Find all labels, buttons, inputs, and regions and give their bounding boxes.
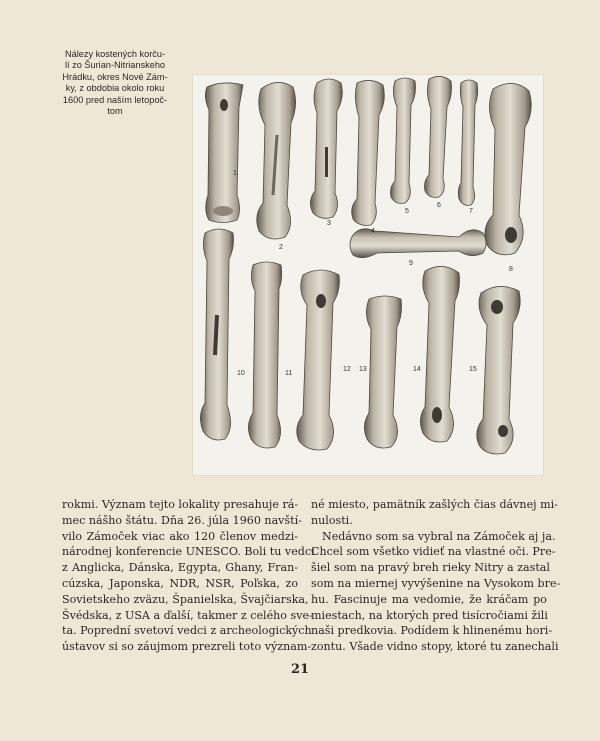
page-number: 21 — [290, 662, 310, 677]
text-column-right — [311, 497, 561, 655]
text-line: hu. Fascinuje ma vedomie, že kráčam po — [311, 592, 547, 606]
caption-line: ky, z obdobia okolo roku — [65, 83, 165, 94]
text-line: ústavov si so záujmom prezreli toto význam- — [62, 640, 312, 654]
text-line: cúzska, Japonska, NDR, NSR, Poľska, zo — [62, 576, 298, 590]
bone-7 — [458, 80, 477, 205]
caption-line: 1600 pred naším letopoč- — [62, 94, 168, 105]
bone-number-1: 1 — [233, 170, 237, 177]
bone-14 — [420, 266, 459, 442]
bone-number-5: 5 — [405, 208, 409, 215]
text-line: mec nášho štátu. Dňa 26. júla 1960 navští- — [62, 513, 302, 527]
text-line: národnej konferencie UNESCO. Boli tu vedci — [62, 545, 315, 559]
bone-15 — [477, 286, 520, 454]
bone-number-7: 7 — [469, 208, 473, 215]
text-line: ta. Poprední svetoví vedci z archeologických — [62, 624, 312, 638]
bone-5 — [391, 78, 416, 203]
caption-line: Nálezy kostených korču- — [64, 49, 166, 59]
text-line: Chcel som všetko vidieť na vlastné oči. Pre- — [311, 545, 556, 559]
bone-skates-illustration — [193, 75, 543, 475]
bone-13 — [364, 296, 401, 448]
text-line: né miesto, pamätník zašlých čias dávnej mi- — [311, 498, 558, 511]
bone-number-4: 4 — [371, 228, 375, 235]
text-line: nulosti. — [311, 513, 353, 527]
bone-number-15: 15 — [469, 366, 477, 373]
bone-number-9: 9 — [409, 260, 413, 267]
bone-12 — [297, 270, 340, 450]
bone-skates-photo — [193, 75, 543, 475]
text-line: šiel som na pravý breh rieky Nitry a zastal — [311, 561, 550, 575]
bone-number-12: 12 — [343, 366, 351, 373]
bone-6 — [425, 76, 452, 197]
text-line: z Anglicka, Dánska, Egypta, Ghany, Fran- — [62, 561, 298, 575]
text-line: Švédska, z USA a ďalší, takmer z celého sve- — [62, 608, 313, 622]
text-line: rokmi. Význam tejto lokality presahuje rá- — [62, 498, 299, 511]
caption-line: Hrádku, okres Nové Zám- — [62, 71, 168, 82]
text-line: zontu. Všade vidno stopy, ktoré tu zanechali — [311, 640, 559, 654]
text-line: naši predkovia. Podídem k hlinenému hori- — [311, 624, 553, 638]
bone-number-6: 6 — [437, 202, 441, 209]
bone-10 — [200, 229, 233, 440]
bone-4 — [352, 80, 385, 225]
text-line: vilo Zámoček viac ako 120 členov medzi- — [62, 529, 298, 543]
bone-2 — [257, 82, 296, 239]
bone-number-8: 8 — [509, 266, 513, 273]
text-line: som na miernej vyvýšenine na Vysokom bre- — [311, 576, 561, 590]
bone-1 — [205, 83, 243, 223]
text-line: Sovietskeho zväzu, Španielska, Švajčiarska, — [62, 592, 309, 606]
figure-caption — [46, 49, 184, 117]
text-column-left — [62, 497, 315, 655]
caption-line: lí zo Šurian-Nitrianskeho — [64, 60, 166, 71]
caption-line: tom — [107, 106, 123, 117]
bone-number-13: 13 — [359, 366, 367, 373]
bone-number-3: 3 — [327, 220, 331, 227]
bone-number-14: 14 — [413, 366, 421, 373]
bone-number-11: 11 — [285, 370, 293, 377]
bone-8 — [485, 83, 531, 254]
bone-3 — [310, 79, 342, 218]
bone-number-2: 2 — [279, 244, 283, 251]
bone-number-10: 10 — [237, 370, 245, 377]
text-line: Nedávno som sa vybral na Zámoček aj ja. — [322, 529, 556, 543]
bone-11 — [248, 262, 281, 448]
text-line: miestach, na ktorých pred tisícročiami žili — [311, 608, 548, 622]
